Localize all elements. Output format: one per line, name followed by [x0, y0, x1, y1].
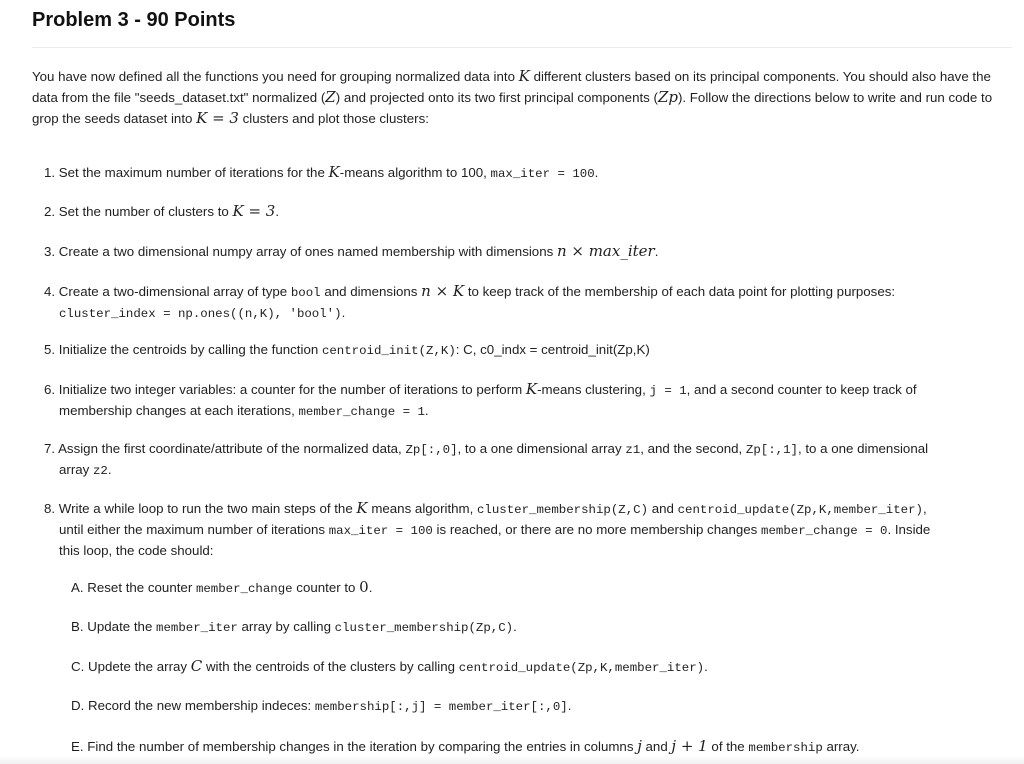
intro-paragraph	[32, 66, 1012, 129]
substep-label: C.	[71, 659, 85, 674]
step-text: -means algorithm to 100,	[339, 165, 491, 180]
step-text: Create a two-dimensional array of type	[58, 284, 291, 299]
inline-code: Zp[:,0]	[405, 443, 458, 457]
step-continuation	[44, 541, 1010, 561]
step-text: means algorithm,	[367, 501, 477, 516]
step-continuation	[44, 303, 1010, 324]
step-1	[44, 162, 1010, 184]
substep-label: B.	[71, 619, 84, 634]
step-number: 7.	[44, 441, 56, 456]
inline-code: Zp[:,1]	[745, 443, 798, 457]
math-j: j	[637, 737, 642, 755]
step-text: Update the	[87, 619, 157, 634]
inline-code: cluster_membership(Z,C)	[477, 503, 649, 517]
inline-code: membership	[748, 741, 823, 755]
step-text: counter to	[292, 580, 360, 595]
intro-text: You have now defined all the functions you need for grouping normalized data into	[32, 69, 519, 84]
bottom-fade	[0, 756, 1024, 764]
step-text: and	[648, 501, 678, 516]
math-c: C	[190, 657, 203, 675]
step-text: array by calling	[237, 619, 335, 634]
inline-code: centroid_init(Z,K)	[321, 344, 456, 358]
inline-code: max_iter = 100	[328, 524, 433, 538]
step-text: Find the number of membership changes in the iteration by comparing the entries in columns	[87, 739, 638, 754]
inline-code: bool	[290, 286, 321, 300]
math-k: K	[328, 163, 340, 181]
step-text: and dimensions	[320, 284, 422, 299]
inline-code: member_iter	[156, 621, 238, 635]
step-continuation	[44, 401, 1010, 422]
step-text: Initialize the centroids by calling the function	[58, 342, 322, 357]
step-text: .	[594, 165, 599, 180]
inline-code: centroid_update(Zp,K,member_iter)	[458, 661, 705, 675]
step-number: 6.	[44, 382, 56, 397]
substep-c	[71, 656, 1011, 678]
inline-code: z2	[93, 464, 108, 478]
step-text: Record the new membership indeces:	[88, 698, 315, 713]
inline-code: member_change	[195, 582, 293, 596]
math-dimensions: n × K	[421, 282, 465, 300]
intro-text: ) and projected onto its two first principal components (	[335, 90, 658, 105]
intro-text: clusters and plot those clusters:	[238, 111, 429, 126]
step-text: array	[59, 462, 93, 477]
step-text: Updete the array	[88, 659, 191, 674]
step-number: 1.	[44, 165, 56, 180]
step-number: 8.	[44, 501, 56, 516]
math-k3: K = 3	[196, 109, 239, 127]
title-divider	[32, 47, 1012, 48]
step-text: .	[567, 698, 572, 713]
inline-code: max_iter = 100	[490, 167, 595, 181]
intro-text: different clusters based on its principal components. You should also have the data from the file "seeds_dataset.txt" normalized (	[32, 69, 991, 105]
inline-code: membership[:,j] = member_iter[:,0]	[314, 700, 568, 714]
step-text: Assign the first coordinate/attribute of the normalized data,	[58, 441, 406, 456]
step-2	[44, 201, 1010, 222]
inline-code: centroid_update(Zp,K,member_iter)	[677, 503, 923, 517]
step-continuation	[44, 520, 1010, 541]
step-text: , to a one dimensional	[797, 441, 929, 456]
substep-label: A.	[71, 580, 84, 595]
step-text: .	[424, 403, 429, 418]
step-text: Write a while loop to run the two main steps of the	[58, 501, 357, 516]
inline-code: member_change = 0	[761, 524, 888, 538]
inline-code: j = 1	[649, 384, 687, 398]
step-text: -means clustering,	[537, 382, 650, 397]
step-3	[44, 241, 1010, 262]
math-k3: K = 3	[232, 202, 276, 220]
math-dimensions: n × max_iter	[556, 242, 655, 260]
step-text: .	[654, 244, 659, 259]
substep-label: D.	[71, 698, 85, 713]
step-text: Set the maximum number of iterations for the	[58, 165, 329, 180]
step-text: and	[641, 739, 672, 754]
step-text: Initialize two integer variables: a counter for the number of iterations to perform	[58, 382, 526, 397]
math-j-plus-1: j + 1	[671, 737, 708, 755]
inline-code: cluster_membership(Zp,C)	[334, 621, 514, 635]
step-text: of the	[707, 739, 749, 754]
substep-b	[71, 617, 1011, 638]
step-text: Set the number of clusters to	[58, 204, 233, 219]
math-zp: Zp	[657, 88, 678, 106]
math-k: K	[518, 67, 530, 85]
step-6	[44, 379, 1010, 422]
math-k: K	[525, 380, 538, 398]
math-z: Z	[325, 88, 336, 106]
page-title: Problem 3 - 90 Points	[32, 9, 236, 31]
step-4	[44, 281, 1010, 324]
step-text: to keep track of the membership of each data point for plotting purposes:	[464, 284, 896, 299]
step-continuation	[44, 460, 1010, 481]
step-text: this loop, the code should:	[59, 543, 214, 558]
inline-code: member_change = 1	[298, 405, 425, 419]
step-8	[44, 498, 1010, 561]
step-text: .	[368, 580, 373, 595]
step-text: membership changes at each iterations,	[59, 403, 299, 418]
intro-text: ). Follow the directions below to write and run code to grop the seeds dataset into	[32, 90, 993, 126]
step-text: array.	[822, 739, 860, 754]
step-number: 2.	[44, 204, 56, 219]
step-text: ,	[922, 501, 927, 516]
math-k: K	[356, 499, 368, 517]
step-text: , and the second,	[640, 441, 746, 456]
step-5	[44, 340, 1010, 361]
step-text: is reached, or there are no more membership changes	[432, 522, 762, 537]
step-text: : C, c0_indx = centroid_init(Zp,K)	[455, 342, 650, 357]
step-text: .	[513, 619, 517, 634]
step-text: . Inside	[887, 522, 931, 537]
step-text: Reset the counter	[87, 580, 196, 595]
step-text: with the centroids of the clusters by calling	[202, 659, 459, 674]
step-text: , to a one dimensional array	[457, 441, 626, 456]
step-7	[44, 439, 1010, 481]
step-text: , and a second counter to keep track of	[686, 382, 917, 397]
step-text: .	[704, 659, 708, 674]
substep-e	[71, 736, 1011, 758]
inline-code: cluster_index = np.ones((n,K), 'bool')	[59, 307, 342, 321]
inline-code: z1	[625, 443, 641, 457]
step-text: .	[341, 305, 346, 320]
substep-label: E.	[71, 739, 84, 754]
step-number: 3.	[44, 244, 56, 259]
step-text: .	[107, 462, 112, 477]
substep-a	[71, 577, 1011, 599]
step-text: .	[275, 204, 280, 219]
step-number: 4.	[44, 284, 56, 299]
step-text: until either the maximum number of iterations	[59, 522, 329, 537]
math-zero: 0	[359, 578, 369, 596]
step-number: 5.	[44, 342, 56, 357]
step-text: Create a two dimensional numpy array of ones named membership with dimensions	[58, 244, 557, 259]
substep-d	[71, 696, 1011, 717]
